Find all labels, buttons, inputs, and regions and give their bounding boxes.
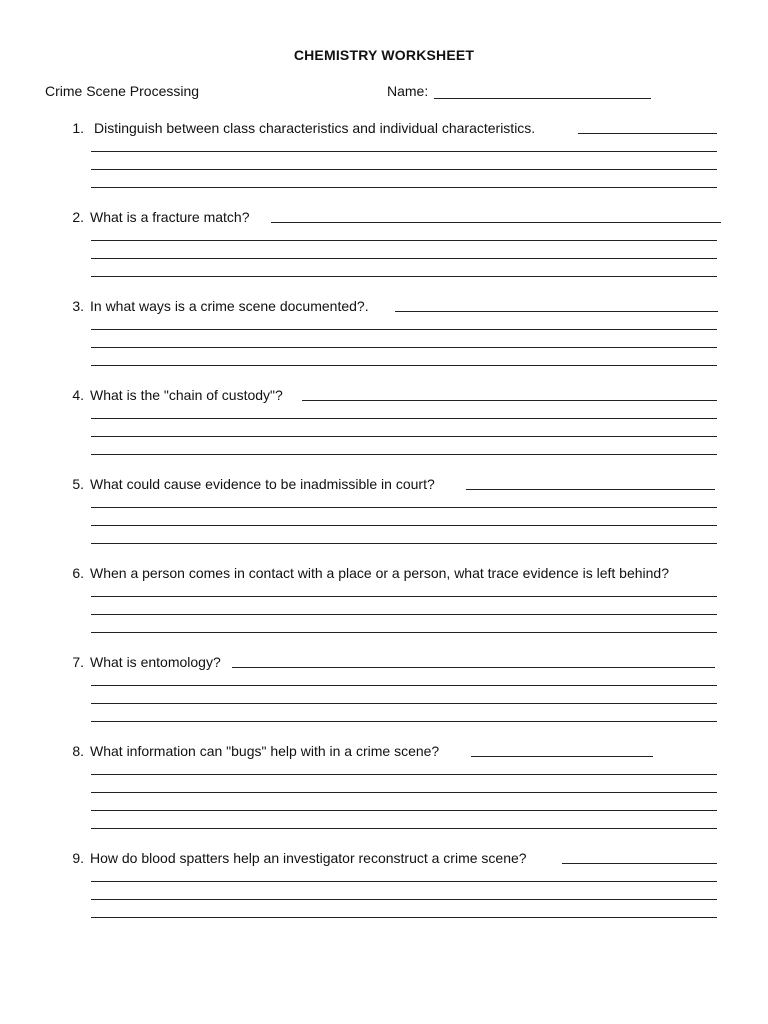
question-number: 1. <box>72 120 84 136</box>
answer-line <box>91 187 717 188</box>
question-3 <box>0 298 768 316</box>
answer-line <box>91 828 717 829</box>
question-line <box>0 565 768 583</box>
answer-line <box>91 258 717 259</box>
question-number: 5. <box>72 476 84 492</box>
question-line <box>0 209 768 227</box>
inline-answer-blank <box>271 222 721 223</box>
answer-line <box>91 792 717 793</box>
inline-answer-blank <box>466 489 715 490</box>
question-text: Distinguish between class characteristics and individual characteristics. <box>94 120 536 136</box>
answer-line <box>91 240 717 241</box>
question-text: What information can "bugs" help with in a crime scene? <box>90 743 440 759</box>
answer-line <box>91 418 717 419</box>
question-text: How do blood spatters help an investigator reconstruct a crime scene? <box>90 850 527 866</box>
question-line <box>0 476 768 494</box>
answer-line <box>91 899 717 900</box>
question-number: 7. <box>72 654 84 670</box>
question-line <box>0 120 768 138</box>
inline-answer-blank <box>302 400 717 401</box>
question-5 <box>0 476 768 494</box>
question-1 <box>0 120 768 138</box>
worksheet-subtitle: Crime Scene Processing <box>45 83 200 99</box>
answer-line <box>91 685 717 686</box>
question-text: When a person comes in contact with a place or a person, what trace evidence is left behind? <box>90 565 669 581</box>
answer-line <box>91 525 717 526</box>
question-text: What is entomology? <box>90 654 221 670</box>
question-6 <box>0 565 768 583</box>
answer-line <box>91 721 717 722</box>
name-field <box>387 83 651 99</box>
answer-line <box>91 632 717 633</box>
inline-answer-blank <box>562 863 717 864</box>
question-number: 6. <box>72 565 84 581</box>
question-text: What is a fracture match? <box>90 209 250 225</box>
answer-line <box>91 543 717 544</box>
answer-line <box>91 596 717 597</box>
question-text: What is the "chain of custody"? <box>90 387 283 403</box>
answer-line <box>91 810 717 811</box>
question-number: 3. <box>72 298 84 314</box>
question-number: 2. <box>72 209 84 225</box>
inline-answer-blank <box>395 311 718 312</box>
question-line <box>0 654 768 672</box>
question-number: 8. <box>72 743 84 759</box>
question-7 <box>0 654 768 672</box>
question-text: What could cause evidence to be inadmissible in court? <box>90 476 435 492</box>
question-4 <box>0 387 768 405</box>
inline-answer-blank <box>471 756 653 757</box>
inline-answer-blank <box>578 133 717 134</box>
question-line <box>0 298 768 316</box>
question-2 <box>0 209 768 227</box>
worksheet-title: CHEMISTRY WORKSHEET <box>293 47 475 63</box>
answer-line <box>91 881 717 882</box>
question-line <box>0 387 768 405</box>
question-number: 4. <box>72 387 84 403</box>
question-8 <box>0 743 768 761</box>
answer-line <box>91 507 717 508</box>
answer-line <box>91 614 717 615</box>
question-line <box>0 850 768 868</box>
question-9 <box>0 850 768 868</box>
name-blank <box>434 84 651 99</box>
name-label: Name: <box>387 83 429 99</box>
answer-line <box>91 917 717 918</box>
answer-line <box>91 347 717 348</box>
answer-line <box>91 365 717 366</box>
answer-line <box>91 454 717 455</box>
answer-line <box>91 436 717 437</box>
answer-line <box>91 276 717 277</box>
answer-line <box>91 329 717 330</box>
inline-answer-blank <box>232 667 715 668</box>
answer-line <box>91 774 717 775</box>
answer-line <box>91 169 717 170</box>
question-number: 9. <box>72 850 84 866</box>
answer-line <box>91 703 717 704</box>
question-line <box>0 743 768 761</box>
answer-line <box>91 151 717 152</box>
question-text: In what ways is a crime scene documented?. <box>90 298 369 314</box>
